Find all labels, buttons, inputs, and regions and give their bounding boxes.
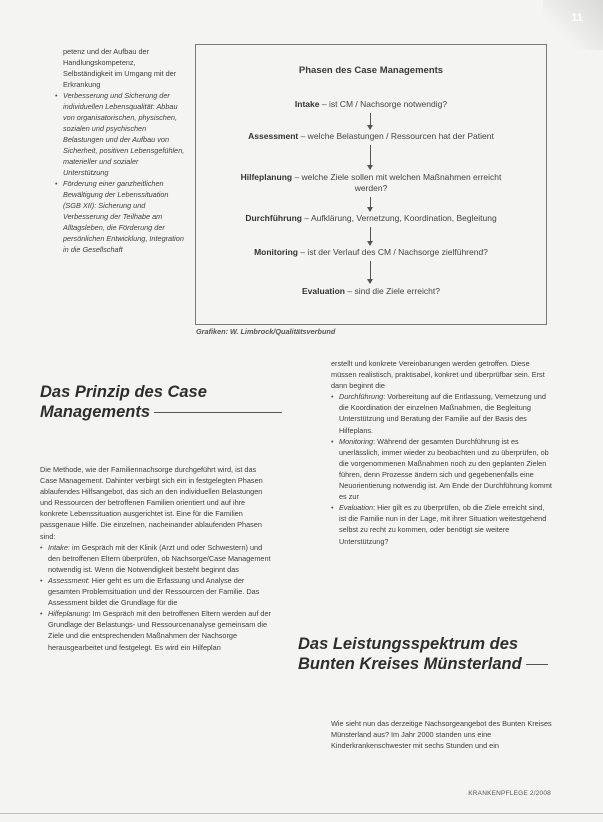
bullet-icon: • [55, 91, 58, 100]
list-item: • Hilfeplanung: Im Gespräch mit den betroffenen Eltern werden auf der Grundlage der Belastungs- und Ressourcenanalyse gemeinsam die Ziele und die entsprechenden Maßnahmen der Nachsorge herausgearbeitet und festgelegt. Es wird ein Hilfeplan [40, 609, 271, 652]
intro-paragraph: petenz und der Aufbau der Handlungskompetenz, Selbständigkeit im Umgang mit der Erkrankung [63, 47, 177, 89]
bullet-icon: • [40, 575, 43, 585]
bullet-icon: • [55, 179, 58, 188]
bullet-icon: • [40, 542, 43, 552]
step-assessment: Assessment – welche Belastungen / Ressourcen hat der Patient [248, 131, 494, 141]
list-item: • Evaluation: Hier gilt es zu überprüfen, ob die Ziele erreicht sind, ist die Familie nun in der Lage, mit ihrer Situation weitestgehend selbst zu recht zu kommen, oder benötigt sie weitere Unterstützung? [331, 503, 547, 546]
right-column-body [331, 358, 553, 547]
arrow-down-icon [370, 197, 371, 211]
goal-list [55, 90, 185, 255]
diagram-caption: Grafiken: W. Limbrock/Qualitätsverbund [196, 327, 336, 336]
page-corner [543, 0, 603, 50]
list-item: • Intake: im Gespräch mit der Klinik (Arzt und oder Schwestern) und den betroffenen Eltern überprüfen, ob Nachsorge/Case Management notwendig ist. Wenn die Notwendigkeit besteht beginnt das [40, 542, 271, 574]
step-hilfeplanung: Hilfeplanung – welche Ziele sollen mit welchen Maßnahmen erreicht werden? [240, 172, 502, 193]
arrow-down-icon [370, 113, 371, 129]
step-intake: Intake – ist CM / Nachsorge notwendig? [294, 99, 448, 109]
step-evaluation: Evaluation – sind die Ziele erreicht? [302, 286, 440, 296]
bullet-icon: • [331, 503, 334, 513]
diagram-title: Phasen des Case Managements [298, 65, 444, 76]
arrow-down-icon [370, 145, 371, 169]
list-item: • Verbesserung und Sicherung der individuellen Lebensqualität: Abbau von organisatorischen, physischen, sozialen und psychischen Belastungen und der Aufbau von Sicherheit, positiven Lebensgefühlen, materieller und sozialer Unterstützung [55, 91, 185, 177]
step-durchfuehrung: Durchführung – Aufklärung, Vernetzung, Koordination, Begleitung [245, 213, 497, 223]
section-heading-leistungsspektrum: Das Leistungsspektrum des Bunten Kreises Münsterland [298, 634, 548, 674]
left-column-body [40, 464, 274, 653]
body-paragraph: Wie sieht nun das derzeitige Nachsorgeangebot des Bunten Kreises Münsterland aus? Im Jahr 2000 standen uns eine Kinderkrankenschwester mit sechs Stunden und ein [331, 719, 552, 751]
arrow-down-icon [370, 261, 371, 283]
heading-rule [526, 664, 548, 665]
bullet-icon: • [40, 609, 43, 619]
page-number: 11 [571, 12, 583, 24]
body-paragraph: erstellt und konkrete Vereinbarungen werden getroffen. Diese müssen realistisch, praktisabel, konkret und überprüfbar sein. Erst dann beginnt die [331, 359, 545, 391]
arrow-down-icon [370, 227, 371, 245]
step-monitoring: Monitoring – ist der Verlauf des CM / Nachsorge zielführend? [254, 247, 488, 257]
list-item: • Förderung einer ganzheitlichen Bewältigung der Lebenssituation (SGB XII): Sicherung und Verbesserung der Teilhabe am Alltagsleben, die Förderung der persönlichen Entwicklung, Integration in die Gesellschaft [55, 179, 184, 254]
section2-body [331, 718, 553, 751]
bullet-icon: • [331, 392, 334, 402]
phase-list [40, 542, 274, 653]
body-paragraph: Die Methode, wie der Familiennachsorge durchgeführt wird, ist das Case Management. Dahinter verbirgt sich ein in festgelegten Phasen ablaufendes Hilfsangebot, das sich an den individuellen Belastungen und Ressourcen der betroffenen Familien orientiert und auf ihre konkrete Lebenssituation ausgerichtet ist. Eine für die Familien passgenaue Hilfe. Die einzelnen, nacheinander ablaufenden Phasen sind: [40, 465, 263, 541]
list-item: • Monitoring: Während der gesamten Durchführung ist es unerlässlich, immer wieder zu beobachten und zu überprüfen, ob die vorgenommenen Maßnahmen noch zu den geplanten Zielen führen, denn Prozesse ändern sich und gegebenenfalls eine Neuorientierung notwendig ist. Am Ende der Durchführung kommt es zur [331, 436, 552, 502]
list-item: • Durchführung: Vorbereitung auf die Entlassung, Vernetzung und die Koordination der einzelnen Maßnahmen, die Begleitung Unterstützung und Beratung der Familie auf der Basis des Hilfeplans. [331, 392, 546, 435]
page-footer: KRANKENPFLEGE 2/2008 [468, 790, 551, 797]
section-heading-case-management: Das Prinzip des Case Managements [40, 382, 282, 422]
footer-rule [0, 813, 603, 814]
phase-list-continued [331, 391, 553, 546]
case-management-diagram [195, 44, 547, 325]
top-left-column [55, 46, 185, 255]
list-item: • Assessment: Hier geht es um die Erfassung und Analyse der gesamten Problemsituation und der Ressourcen der Familie. Das Assessment bildet die Grundlage für die [40, 575, 260, 608]
heading-rule [154, 412, 282, 413]
bullet-icon: • [331, 436, 334, 446]
